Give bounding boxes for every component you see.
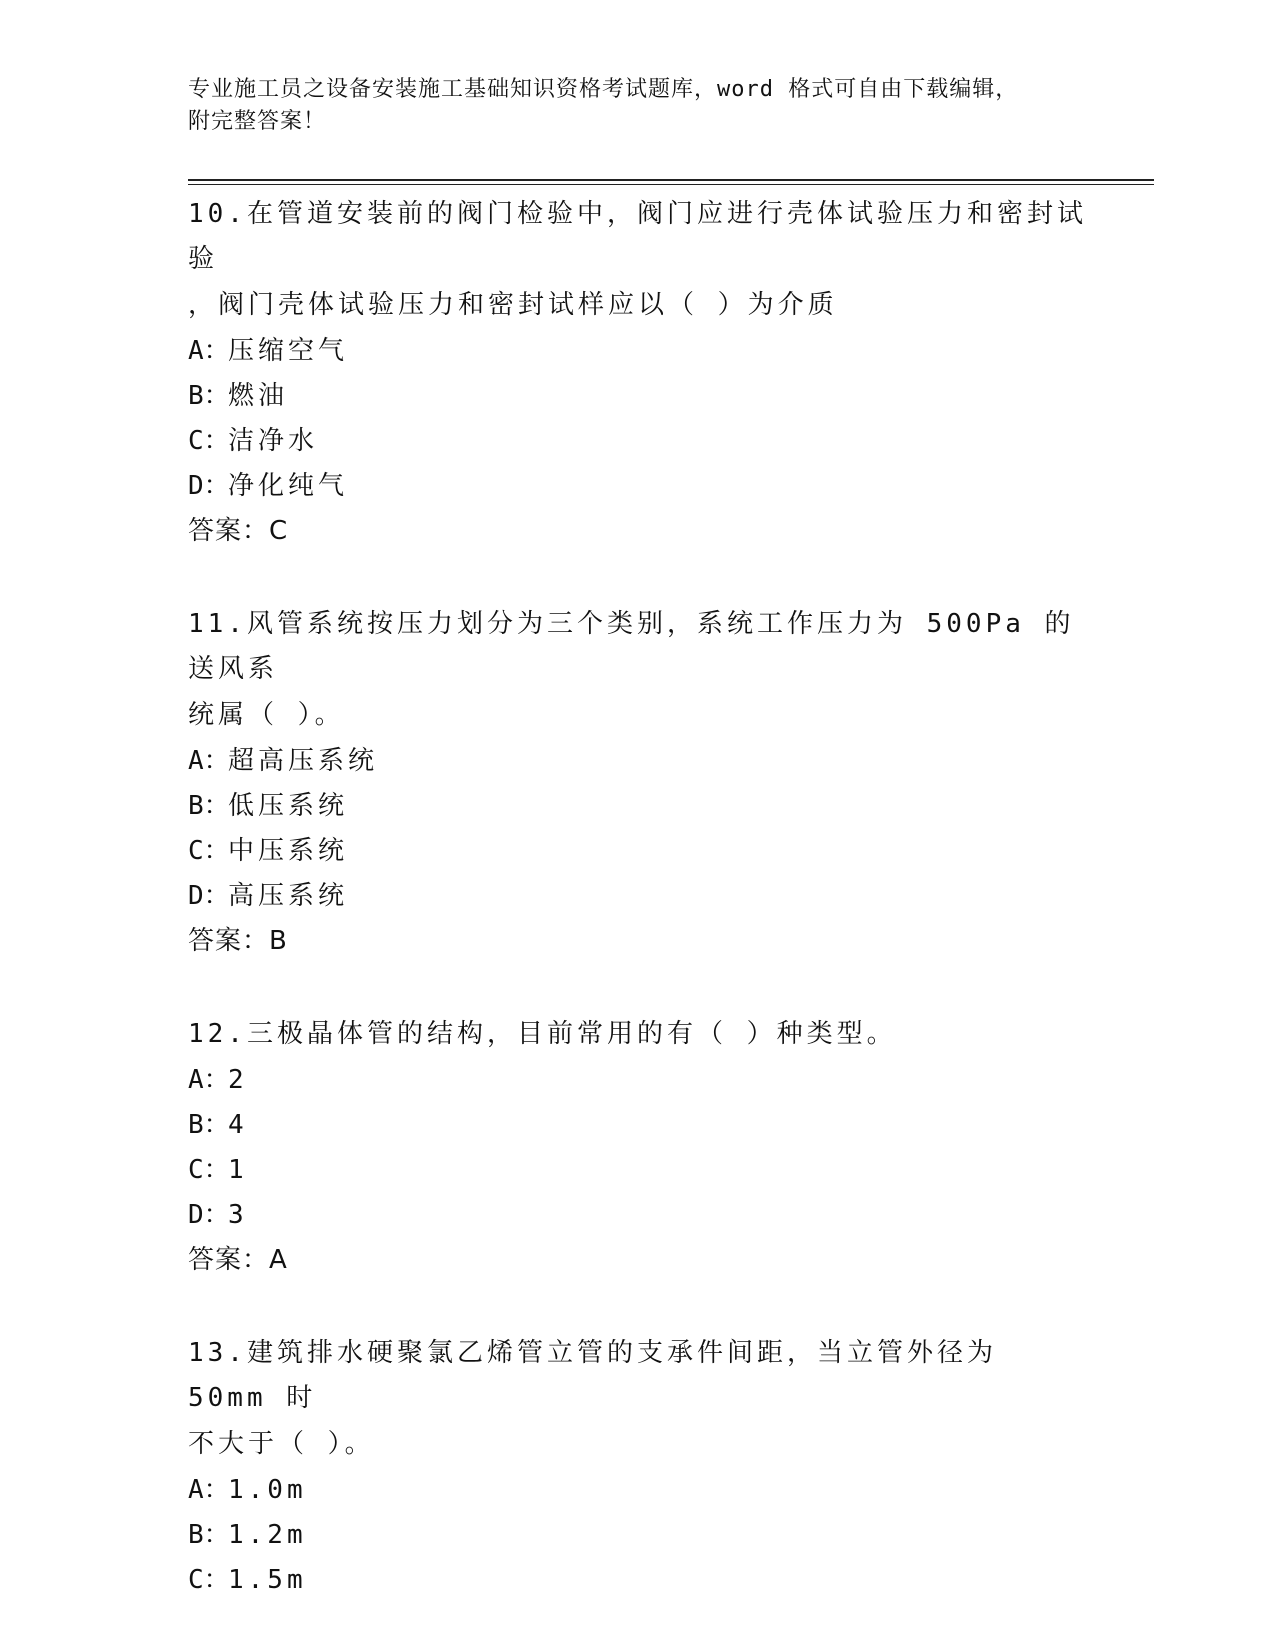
answer: 答案：B [188,926,288,956]
answer: 答案：C [188,516,289,546]
option-text: 2 [228,1065,248,1095]
option-text: 洁净水 [228,426,319,456]
option-label: A： [188,746,230,776]
question-list [188,192,1088,1651]
header-divider-thin [188,184,1154,185]
question-number: 11. [188,609,247,639]
question-number: 13. [188,1338,247,1368]
option-label: C： [188,836,230,866]
option-b [188,1513,1088,1558]
option-label: C： [188,1565,230,1595]
question-11 [188,602,1088,964]
option-label: D： [188,471,230,501]
option-label: B： [188,1110,230,1140]
question-text-line-1: 风管系统按压力划分为三个类别，系统工作压力为 500Pa 的送风系 [188,609,1075,684]
question-text-line-2: 统属（ ）。 [188,700,345,730]
option-label: B： [188,791,230,821]
question-number: 12. [188,1019,247,1049]
option-b [188,374,1088,419]
option-label: D： [188,881,230,911]
question-text-line-2: ，阀门壳体试验压力和密封试样应以（ ）为介质 [188,290,838,320]
option-text: 1.2m [228,1520,307,1550]
question-text-line-1: 三极晶体管的结构，目前常用的有（ ）种类型。 [246,1019,897,1049]
question-text [188,192,1088,282]
answer: 答案：A [188,1245,288,1275]
option-d [188,874,1088,919]
header-line-2: 附完整答案！ [188,109,327,134]
option-c [188,829,1088,874]
question-number: 10. [188,199,247,229]
option-label: D： [188,1200,230,1230]
question-text-line-1: 建筑排水硬聚氯乙烯管立管的支承件间距，当立管外径为 50mm 时 [188,1338,997,1413]
option-label: C： [188,426,230,456]
option-b [188,784,1088,829]
option-label: A： [188,1475,230,1505]
option-d [188,1193,1088,1238]
option-text: 1 [228,1155,248,1185]
option-a [188,1058,1088,1103]
option-c [188,1558,1088,1603]
option-text: 净化纯气 [228,471,349,501]
option-text: 压缩空气 [228,336,349,366]
option-text: 4 [228,1110,248,1140]
header-divider-thick [188,179,1154,181]
option-label: C： [188,1155,230,1185]
option-text: 燃油 [228,381,289,411]
option-label: B： [188,381,230,411]
option-a [188,1468,1088,1513]
option-c [188,1148,1088,1193]
option-text: 1.5m [228,1565,307,1595]
option-text: 1.0m [228,1475,307,1505]
option-d [188,464,1088,509]
option-text: 3 [228,1200,248,1230]
question-text-line-2: 不大于（ ）。 [188,1429,375,1459]
question-text [188,1012,1088,1057]
option-text: 高压系统 [228,881,349,911]
option-label: A： [188,1065,230,1095]
question-12 [188,1012,1088,1283]
option-a [188,329,1088,374]
option-label: B： [188,1520,230,1550]
question-text [188,602,1088,692]
question-13 [188,1331,1088,1603]
option-text: 超高压系统 [228,746,379,776]
header-line-1: 专业施工员之设备安装施工基础知识资格考试题库，word 格式可自由下载编辑， [188,77,1019,102]
option-text: 中压系统 [228,836,349,866]
question-text-line-1: 在管道安装前的阀门检验中，阀门应进行壳体试验压力和密封试验 [188,199,1087,274]
document-header [188,74,1068,138]
option-c [188,419,1088,464]
option-b [188,1103,1088,1148]
question-10 [188,192,1088,554]
question-text [188,1331,1088,1421]
option-a [188,739,1088,784]
option-text: 低压系统 [228,791,349,821]
option-label: A： [188,336,230,366]
